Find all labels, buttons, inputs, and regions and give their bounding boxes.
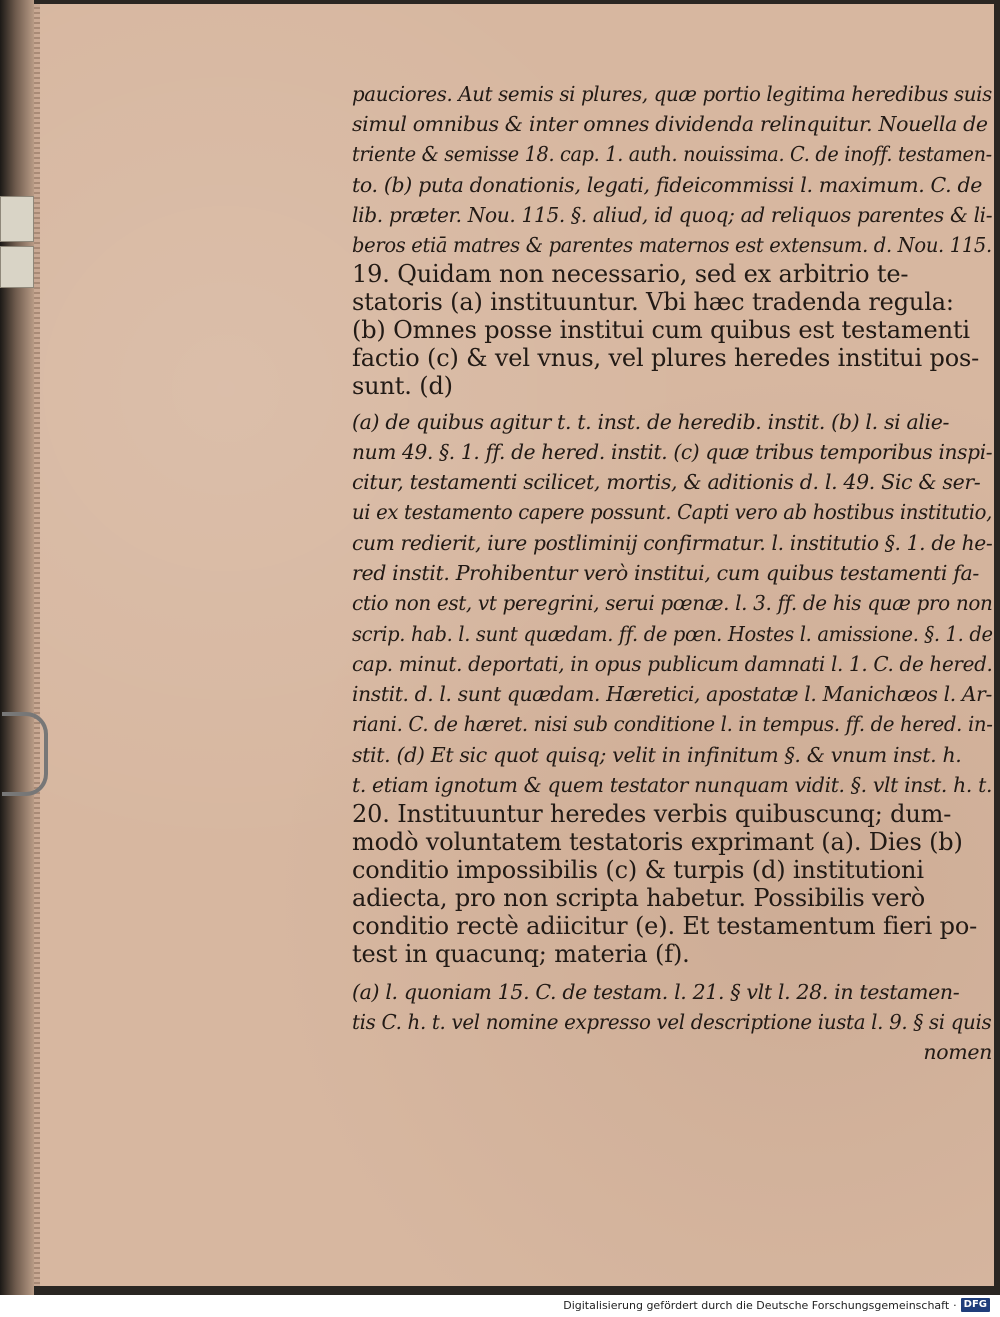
text-line: num 49. §. 1. ff. de hered. instit. (c) quæ tribus temporibus inspi- (352, 440, 993, 464)
book-page (34, 4, 994, 1286)
text-line: (a) l. quoniam 15. C. de testam. l. 21. § vlt l. 28. in testamen- (352, 980, 960, 1004)
text-line: beros etiā matres & parentes maternos est extensum. d. Nou. 115. (352, 233, 992, 257)
page-tab (0, 246, 34, 288)
text-line: sunt. (d) (352, 372, 453, 400)
text-line: instit. d. l. sunt quædam. Hæretici, apostatæ l. Manichæos l. Ar- (352, 682, 992, 706)
text-line: factio (c) & vel vnus, vel plures heredes institui pos- (352, 344, 980, 372)
text-line: (a) de quibus agitur t. t. inst. de heredib. instit. (b) l. si alie- (352, 410, 950, 434)
text-line: pauciores. Aut semis si plures, quæ portio legitima heredibus suis (352, 82, 992, 106)
text-line: (b) Omnes posse institui cum quibus est testamenti (352, 316, 970, 344)
text-line: test in quacunq; materia (f). (352, 940, 690, 968)
text-line: ctio non est, vt peregrini, serui pœnæ. l. 3. ff. de his quæ pro non (352, 591, 993, 615)
text-line: cum redierit, iure postliminij confirmatur. l. institutio §. 1. de he- (352, 531, 993, 555)
text-line: triente & semisse 18. cap. 1. auth. nouissima. C. de inoff. testamen- (352, 142, 992, 166)
text-line: conditio impossibilis (c) & turpis (d) institutioni (352, 856, 924, 884)
text-line: ui ex testamento capere possunt. Capti vero ab hostibus institutio, (352, 500, 993, 524)
text-line: cap. minut. deportati, in opus publicum damnati l. 1. C. de hered. (352, 652, 993, 676)
text-line: red instit. Prohibentur verò institui, cum quibus testamenti fa- (352, 561, 979, 585)
text-line: tis C. h. t. vel nomine expresso vel descriptione iusta l. 9. § si quis (352, 1010, 992, 1034)
text-line: scrip. hab. l. sunt quædam. ff. de pœn. Hostes l. amissione. §. 1. de (352, 622, 993, 646)
text-line: 19. Quidam non necessario, sed ex arbitrio te- (352, 260, 909, 288)
text-line: stit. (d) Et sic quot quisq; velit in infinitum §. & vnum inst. h. (352, 743, 962, 767)
page-edge (34, 4, 40, 1286)
text-line: t. etiam ignotum & quem testator nunquam vidit. §. vlt inst. h. t. (352, 773, 993, 797)
text-line: statoris (a) instituuntur. Vbi hæc tradenda regula: (352, 288, 954, 316)
text-line: conditio rectè adiicitur (e). Et testamentum fieri po- (352, 912, 978, 940)
footer: Digitalisierung gefördert durch die Deutsche Forschungsgemeinschaft · DFG (563, 1298, 990, 1312)
footer-text: Digitalisierung gefördert durch die Deutsche Forschungsgemeinschaft (563, 1298, 950, 1312)
paper-clip (2, 712, 48, 796)
text-line: nomen (923, 1040, 992, 1064)
dfg-logo: DFG (961, 1298, 990, 1312)
text-line: simul omnibus & inter omnes dividenda relinquitur. Nouella de (352, 112, 988, 136)
text-line: riani. C. de hæret. nisi sub conditione l. in tempus. ff. de hered. in- (352, 712, 993, 736)
text-line: to. (b) puta donationis, legati, fideicommissi l. maximum. C. de (352, 173, 983, 197)
text-line: adiecta, pro non scripta habetur. Possibilis verò (352, 884, 926, 912)
text-line: citur, testamenti scilicet, mortis, & aditionis d. l. 49. Sic & ser- (352, 470, 981, 494)
text-line: 20. Instituuntur heredes verbis quibuscunq; dum- (352, 800, 952, 828)
text-line: modò voluntatem testatoris exprimant (a). Dies (b) (352, 828, 963, 856)
book-gutter (0, 0, 34, 1295)
page-tab (0, 196, 34, 242)
text-line: lib. præter. Nou. 115. §. aliud, id quoq; ad reliquos parentes & li- (352, 203, 993, 227)
